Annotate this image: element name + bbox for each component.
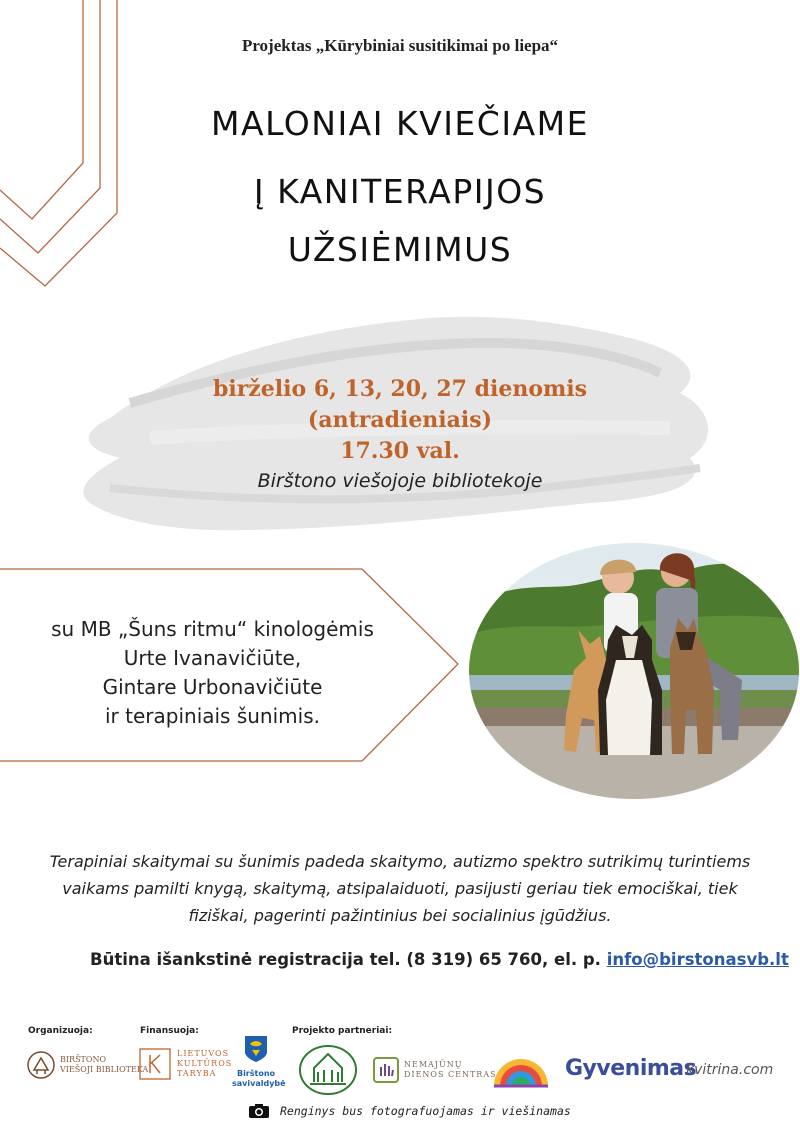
lkt-logo-line-2: KULTŪROS [177, 1059, 233, 1068]
organizer-label: Organizuoja: [28, 1026, 93, 1036]
headline-line-1: MALONIAI KVIEČIAME [211, 104, 589, 143]
nemajunai-logo-line-1: NEMAJŪNŲ [404, 1060, 463, 1069]
funder-label: Finansuoja: [140, 1026, 199, 1036]
guests-block [0, 615, 425, 731]
partners-label: Projekto partneriai: [292, 1026, 393, 1036]
dogs-photo [466, 540, 800, 802]
email-link[interactable]: info@birstonasvb.lt [606, 950, 789, 969]
registration-text: Būtina išankstinė registracija tel. (8 319) 65 760, el. p. [90, 950, 601, 969]
guests-line-2: Urte Ivanavičiūte, [123, 646, 302, 670]
partner-round-emblem-icon [296, 1044, 360, 1096]
lkt-logo [138, 1047, 232, 1081]
project-title: Projektas „Kūrybiniai susitikimai po liepa“ [241, 36, 559, 55]
library-logo-line-1: BIRŠTONO [60, 1055, 106, 1064]
partner-sun-emblem-icon [490, 1042, 552, 1090]
library-logo [26, 1050, 148, 1080]
event-weekday: (antradieniais) [307, 407, 493, 433]
event-venue: Birštono viešojoje bibliotekoje [257, 470, 543, 492]
library-logo-line-2: VIEŠOJI BIBLIOTEKA [60, 1065, 149, 1074]
description-paragraph: Terapiniai skaitymai su šunimis padeda skaitymo, autizmo spektro sutrikimų turintiems vaikams pamilti knygą, skaitymą, atsipalaiduoti, pasijusti geriau tiek emociškai, tiek fiziškai, pagerinti pažintinius bei socialinius įgūdžius. [49, 852, 751, 925]
headline-line-3: UŽSIĖMIMUS [287, 230, 513, 269]
nemajunai-logo-line-2: DIENOS CENTRAS [404, 1070, 497, 1079]
registration-line [90, 950, 789, 969]
camera-notice [248, 1103, 571, 1119]
nemajunai-hand-icon [372, 1056, 400, 1084]
municipality-coat-of-arms-icon [243, 1034, 269, 1064]
headline-line-2: Į KANITERAPIJOS [253, 172, 547, 211]
kvitrina-logo: kvitrina.com [686, 1062, 774, 1078]
guests-line-4: ir terapiniais šunimis. [105, 704, 320, 728]
municipality-logo-line-1: Birštono [236, 1069, 276, 1078]
guests-line-3: Gintare Urbonavičiūte [102, 675, 323, 699]
library-emblem-icon [26, 1050, 56, 1080]
gyvenimas-logo: Gyvenimas [565, 1056, 697, 1081]
event-time: 17.30 val. [340, 438, 460, 464]
lkt-k-icon [138, 1047, 172, 1081]
event-dates: birželio 6, 13, 20, 27 dienomis [212, 376, 588, 402]
camera-notice-text: Renginys bus fotografuojamas ir viešinamas [280, 1104, 571, 1118]
lkt-logo-line-3: TARYBA [177, 1069, 217, 1078]
camera-icon [248, 1103, 270, 1119]
lkt-logo-line-1: LIETUVOS [177, 1049, 230, 1058]
municipality-logo-line-2: savivaldybė [232, 1079, 286, 1088]
municipality-logo [232, 1034, 286, 1089]
nemajunai-logo [372, 1056, 497, 1084]
guests-line-1: su MB „Šuns ritmu“ kinologėmis [51, 617, 374, 641]
